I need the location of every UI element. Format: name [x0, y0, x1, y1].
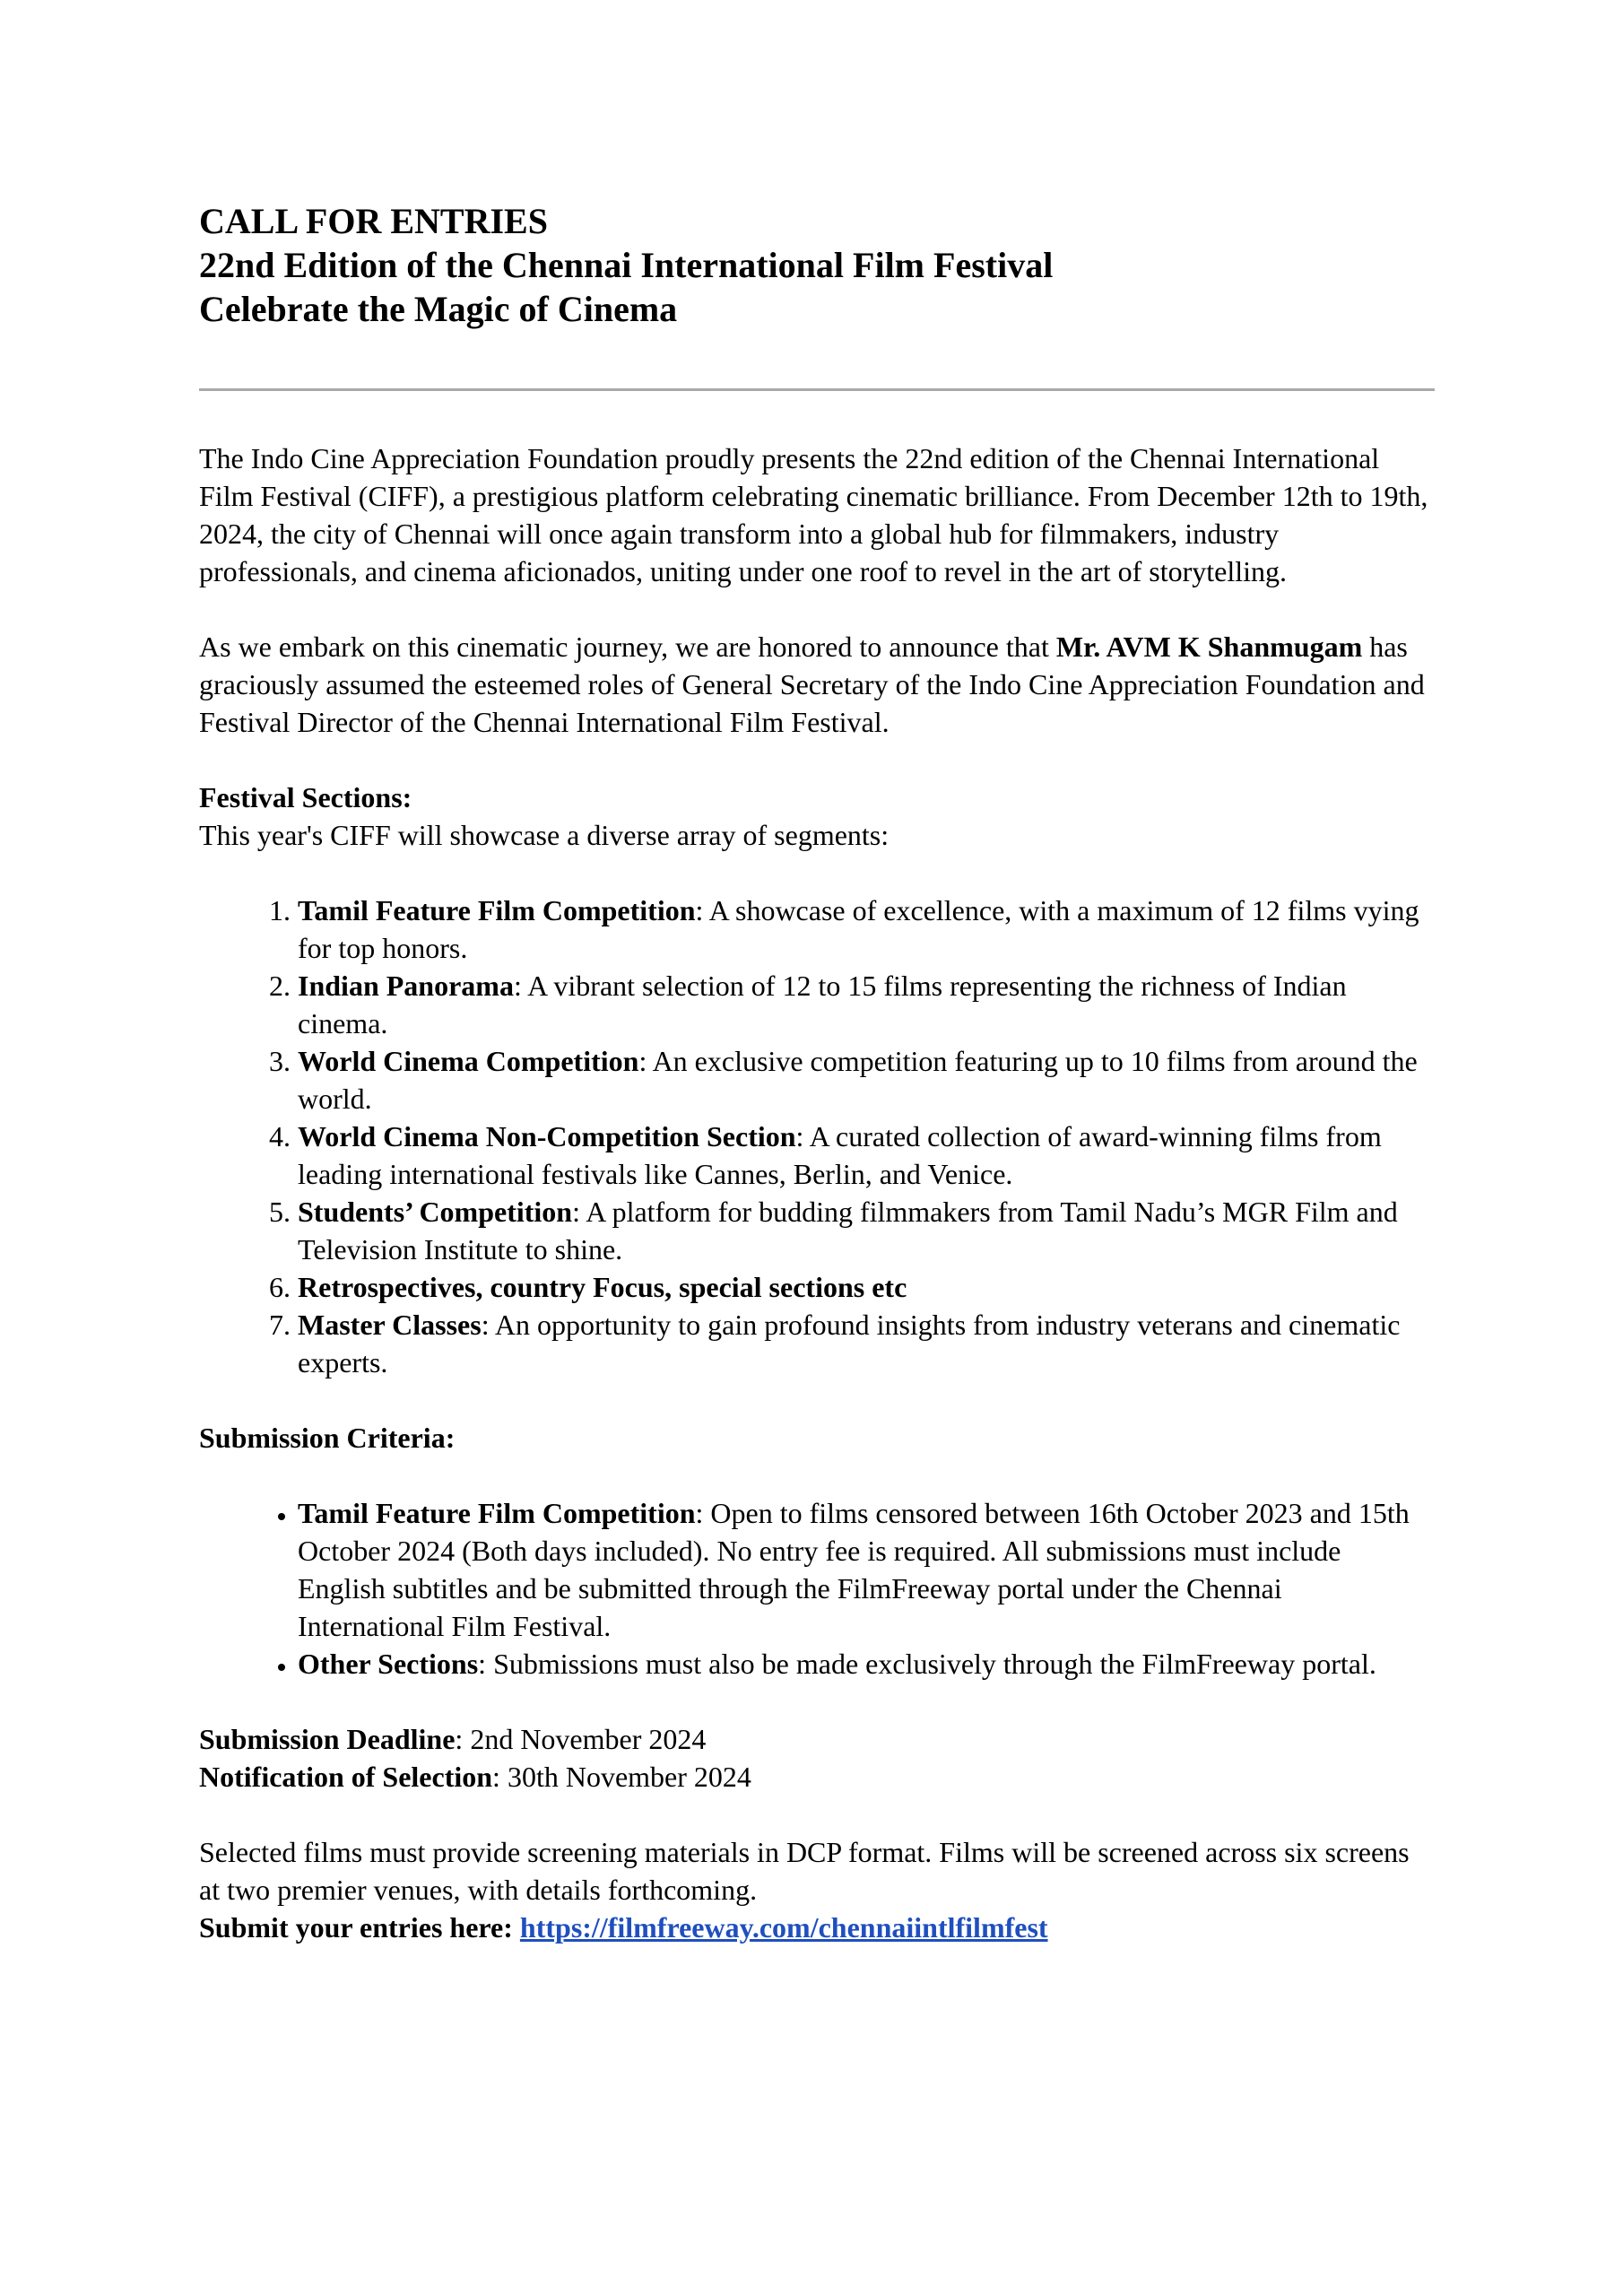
list-item: 7. Master Classes: An opportunity to gain profound insights from industry veterans and cinematic experts.: [298, 1306, 1435, 1381]
sections-heading: Festival Sections:: [199, 781, 412, 813]
sections-lead: This year's CIFF will showcase a diverse array of segments:: [199, 819, 890, 851]
intro-paragraph: The Indo Cine Appreciation Foundation proudly presents the 22nd edition of the Chennai International Film Festival (CIFF), a prestigious platform celebrating cinematic brilliance. From December 12th to 19th, 2024, the city of Chennai will once again transform into a global hub for filmmakers, industry professionals, and cinema aficionados, uniting under one roof to revel in the art of storytelling.: [199, 442, 1428, 587]
title-tagline: Celebrate the Magic of Cinema: [199, 289, 678, 329]
announcement-paragraph: [199, 628, 1435, 741]
horizontal-divider: [199, 388, 1435, 391]
list-item: • Tamil Feature Film Competition: Open to films censored between 16th October 2023 and 15th October 2024 (Both days included). No entry fee is required. All submissions must include English subtitles and be submitted through the FilmFreeway portal under the Chennai International Film Festival.: [298, 1494, 1435, 1645]
notification-date: Notification of Selection: 30th November 2024: [199, 1761, 751, 1793]
list-item: 4. World Cinema Non-Competition Section: A curated collection of award-winning films from leading international festivals like Cannes, Berlin, and Venice.: [298, 1118, 1435, 1193]
list-item: 3. World Cinema Competition: An exclusive competition featuring up to 10 films from around the world.: [298, 1042, 1435, 1118]
title-edition: 22nd Edition of the Chennai International Film Festival: [199, 245, 1054, 285]
submission-deadline: Submission Deadline: 2nd November 2024: [199, 1723, 707, 1755]
submit-line: [199, 1909, 1435, 1946]
announcement-before: As we embark on this cinematic journey, we are honored to announce that: [199, 631, 1056, 663]
submit-label: Submit your entries here:: [199, 1911, 520, 1944]
list-item: • Other Sections: Submissions must also be made exclusively through the FilmFreeway portal.: [298, 1645, 1435, 1683]
list-item: 5. Students’ Competition: A platform for budding filmmakers from Tamil Nadu’s MGR Film and Television Institute to shine.: [298, 1193, 1435, 1268]
title-call-for-entries: CALL FOR ENTRIES: [199, 201, 548, 241]
submission-criteria-list: [199, 1494, 1435, 1683]
document-body: [199, 439, 1435, 1946]
list-item: 6. Retrospectives, country Focus, special sections etc: [298, 1268, 1435, 1306]
closing-paragraph: Selected films must provide screening materials in DCP format. Films will be screened across six screens at two premier venues, with details forthcoming.: [199, 1836, 1410, 1906]
announcement-after: has graciously assumed the esteemed roles of General Secretary of the Indo Cine Appreciation Foundation and Festival Director of the Chennai International Film Festival.: [199, 631, 1425, 738]
criteria-heading: Submission Criteria:: [199, 1422, 456, 1454]
list-item: 1. Tamil Feature Film Competition: A showcase of excellence, with a maximum of 12 films vying for top honors.: [298, 891, 1435, 967]
director-name: Mr. AVM K Shanmugam: [1055, 631, 1363, 663]
document-title: [199, 199, 1435, 331]
festival-sections-list: [199, 891, 1435, 1381]
submission-link[interactable]: https://filmfreeway.com/chennaiintlfilmfest: [519, 1911, 1048, 1944]
list-item: 2. Indian Panorama: A vibrant selection of 12 to 15 films representing the richness of Indian cinema.: [298, 967, 1435, 1042]
